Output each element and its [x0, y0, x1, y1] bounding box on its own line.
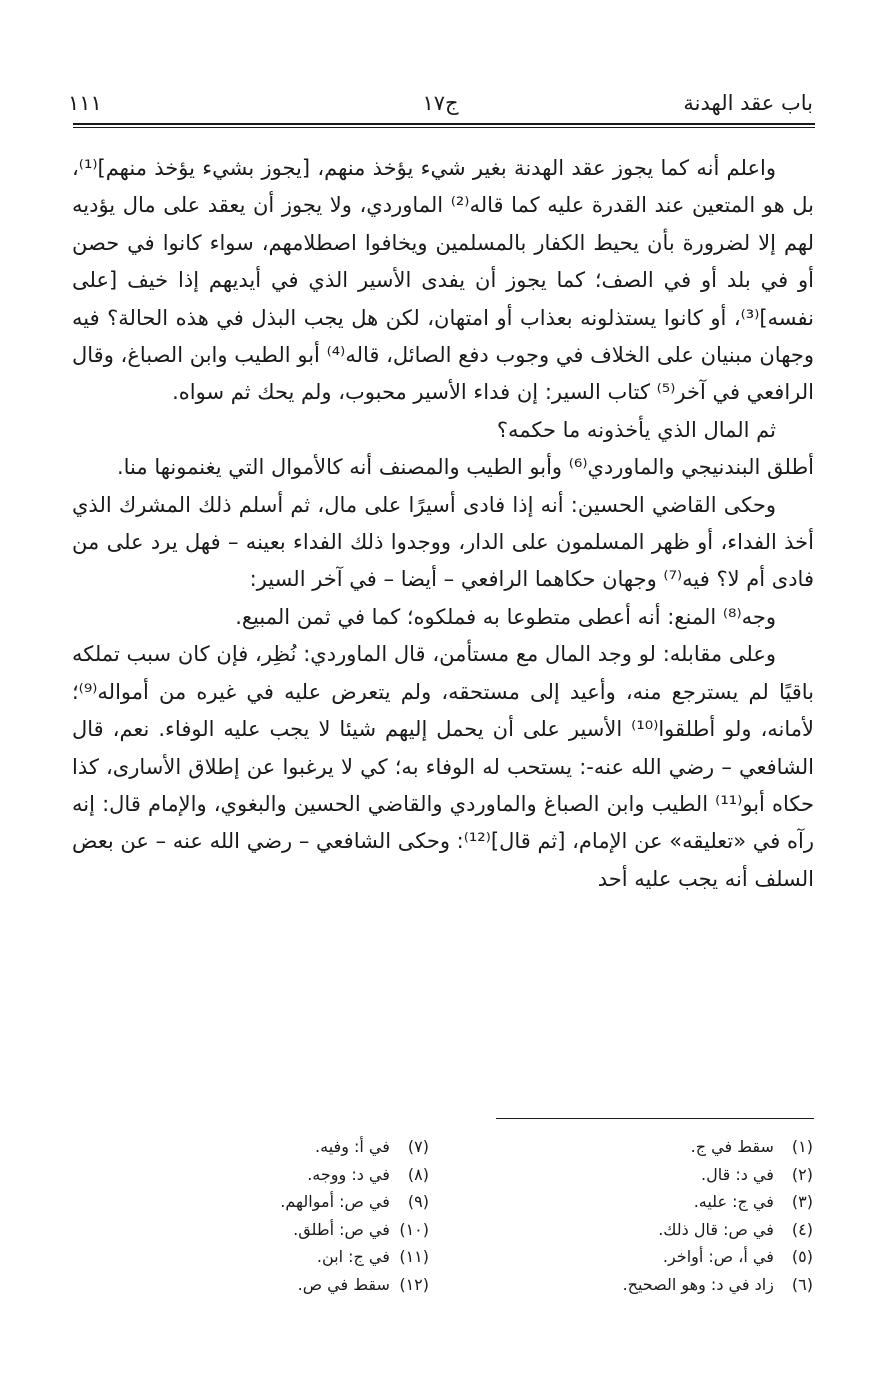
footnote-text: في ص: قال ذلك.: [658, 1219, 774, 1239]
paragraph: وعلى مقابله: لو وجد المال مع مستأمن، قال الماوردي: نُظِر، فإن كان سبب تملكه باقيًا لم يسترجع منه، وأعيد إلى مستحقه، ولم يتعرض عليه في غيره من أمواله⁽⁹⁾؛ لأمانه، ولو أطلقوا⁽¹⁰⁾ الأسير على أن يحمل إليهم شيئا لا يجب عليه الوفاء. نعم، قال الشافعي – رضي الله عنه-: يستحب له الوفاء به؛ كي لا يرغبوا عن إطلاق الأسارى، كذا حكاه أبو⁽¹¹⁾ الطيب وابن الصباغ والماوردي والقاضي الحسين والبغوي، والإمام قال: إنه رآه في «تعليقه» عن الإمام، [ثم قال]⁽¹²⁾: وحكى الشافعي – رضي الله عنه – عن بعض السلف أنه يجب عليه أحد: [72, 642, 814, 891]
footnote: [493, 1271, 813, 1299]
header-rule: [73, 123, 815, 125]
footnote-text: في ص: أموالهم.: [280, 1192, 390, 1211]
header-rule-thin: [73, 127, 815, 128]
footnote-number: (١٠): [399, 1219, 429, 1239]
footnote-text: في د: ووجه.: [307, 1164, 390, 1184]
footnote-text: في أ: وفيه.: [315, 1137, 390, 1156]
footnotes-column-left: [109, 1133, 429, 1298]
footnotes-column-right: [493, 1133, 813, 1298]
footnote-text: في أ، ص: أواخر.: [662, 1247, 774, 1266]
footnote: [493, 1188, 813, 1216]
footnote-number: (٧): [407, 1137, 429, 1156]
footnote: [493, 1216, 813, 1244]
footnote-number: (٦): [791, 1274, 813, 1294]
footnote-text: زاد في د: وهو الصحيح.: [622, 1274, 774, 1294]
paragraph: ثم المال الذي يأخذونه ما حكمه؟: [496, 417, 776, 442]
footnote: [109, 1133, 429, 1161]
footnote-number: (١١): [399, 1247, 429, 1266]
footnote-text: في ج: عليه.: [693, 1192, 774, 1211]
chapter-title: باب عقد الهدنة: [683, 91, 813, 115]
footnote: [109, 1243, 429, 1271]
footnote-rule: [496, 1118, 814, 1119]
footnote: [493, 1161, 813, 1189]
footnote-number: (٩): [407, 1192, 429, 1211]
paragraph: أطلق البندنيجي والماوردي⁽⁶⁾ وأبو الطيب والمصنف أنه كالأموال التي يغنمونها منا.: [116, 455, 814, 480]
paragraph: واعلم أنه كما يجوز عقد الهدنة بغير شيء يؤخذ منهم، [يجوز بشيء يؤخذ منهم]⁽¹⁾، بل هو المتعين عند القدرة عليه كما قاله⁽²⁾ الماوردي، ولا يجوز أن يعقد على مال يؤديه لهم إلا لضرورة بأن يحيط الكفار بالمسلمين ويخافوا اصطلامهم، سواء كانوا في حصن أو في بلد أو في الصف؛ كما يجوز أن يفدى الأسير الذي في أيديهم إذا خيف [على نفسه]⁽³⁾، أو كانوا يستذلونه بعذاب أو امتهان، لكن هل يجب البذل في هذه الحالة؟ فيه وجهان مبنيان على الخلاف في وجوب دفع الصائل، قاله⁽⁴⁾ أبو الطيب وابن الصباغ، وقال الرافعي في آخر⁽⁵⁾ كتاب السير: إن فداء الأسير محبوب، ولم يحك ثم سواه.: [72, 156, 814, 405]
footnote-number: (٨): [407, 1164, 429, 1184]
footnote: [109, 1188, 429, 1216]
footnote-number: (٣): [791, 1192, 813, 1211]
footnote-text: سقط في ص.: [297, 1274, 390, 1294]
footnote-number: (١٢): [399, 1274, 429, 1294]
footnote-text: في د: قال.: [701, 1164, 774, 1184]
footnote-text: في ج: ابن.: [316, 1247, 390, 1266]
page-number: ١١١: [68, 91, 102, 115]
footnote-text: في ص: أطلق.: [293, 1219, 390, 1239]
paragraph: وحكى القاضي الحسين: أنه إذا فادى أسيرًا على مال، ثم أسلم ذلك المشرك الذي أخذ الفداء، أو ظهر المسلمون على الدار، ووجدوا ذلك الفداء بعينه – فهل يرد على من فادى أم لا؟ فيه⁽⁷⁾ وجهان حكاهما الرافعي – أيضا – في آخر السير:: [72, 492, 814, 592]
footnote: [109, 1161, 429, 1189]
volume-label: ج١٧: [422, 91, 459, 115]
footnote: [493, 1133, 813, 1161]
footnote: [109, 1216, 429, 1244]
footnote-number: (٤): [791, 1219, 813, 1239]
running-header: [68, 86, 813, 120]
footnote: [493, 1243, 813, 1271]
footnote-text: سقط في ج.: [690, 1137, 774, 1156]
footnote-number: (١): [791, 1137, 813, 1156]
footnote-number: (٢): [791, 1164, 813, 1184]
footnote: [109, 1271, 429, 1299]
paragraph: وجه⁽⁸⁾ المنع: أنه أعطى متطوعا به فملكوه؛ كما في ثمن المبيع.: [235, 604, 776, 629]
main-text: [72, 150, 814, 898]
footnote-number: (٥): [791, 1247, 813, 1266]
